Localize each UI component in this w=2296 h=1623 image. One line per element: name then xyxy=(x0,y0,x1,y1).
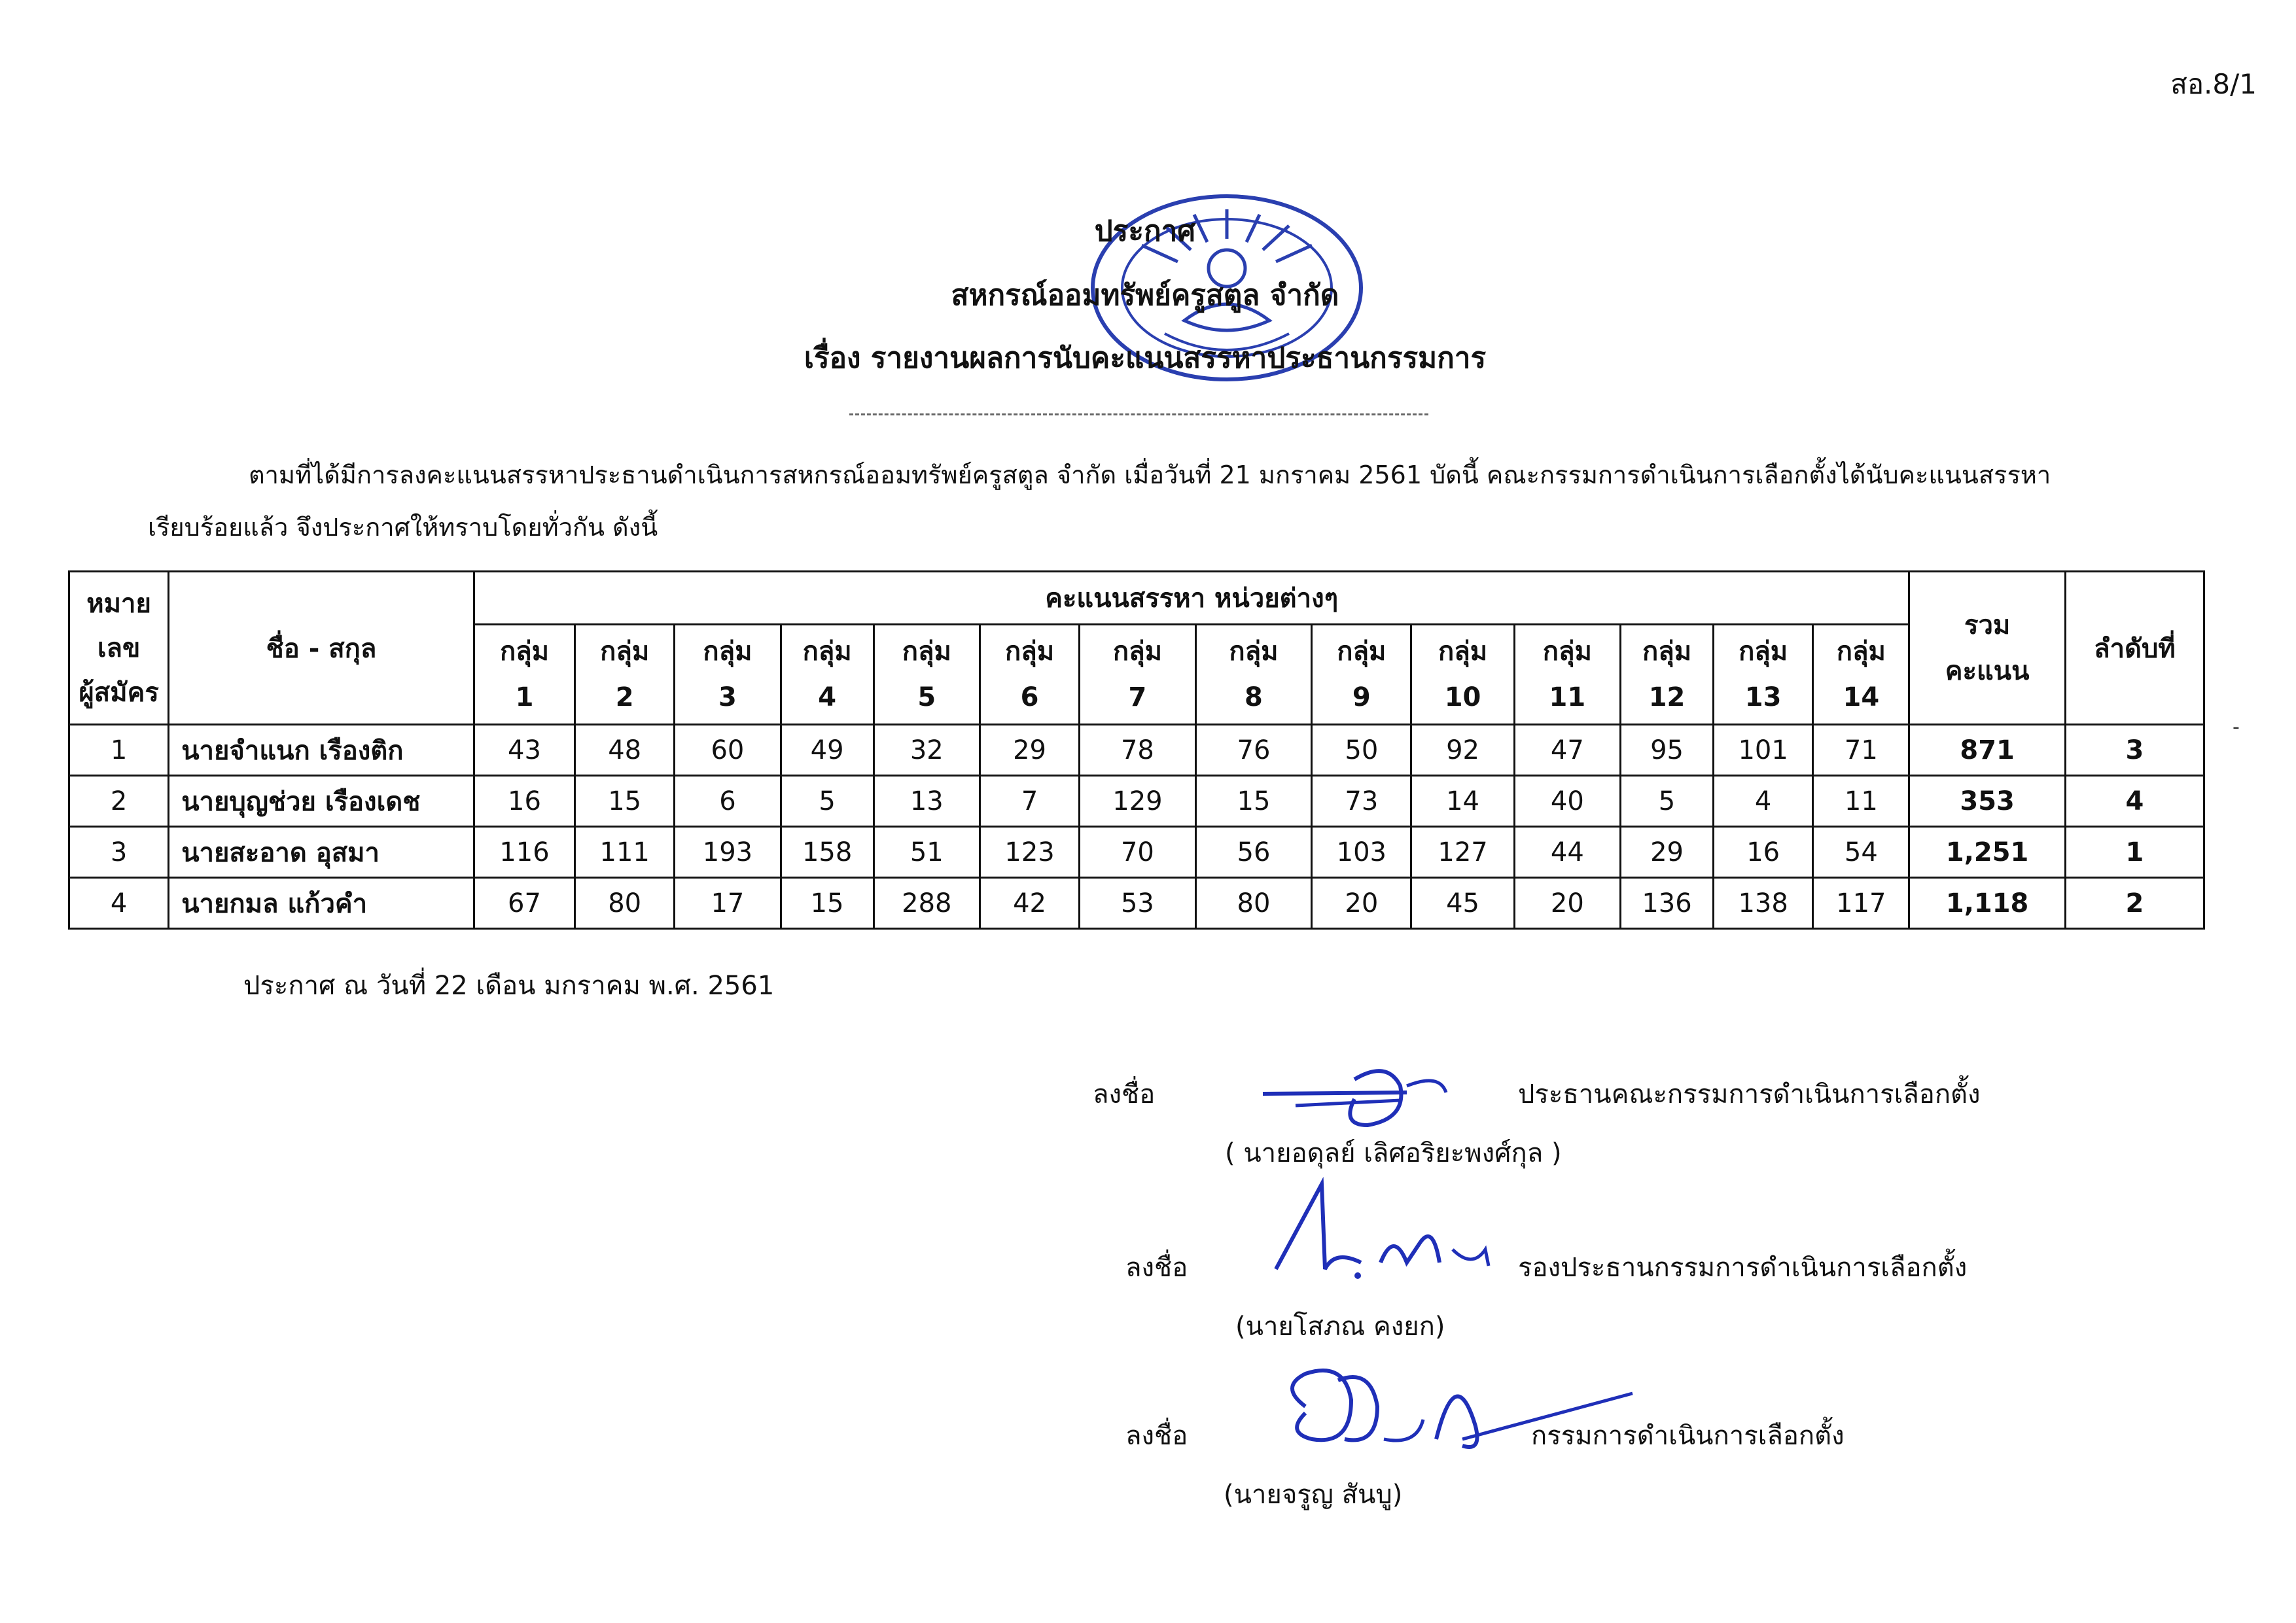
score-cell: 101 xyxy=(1714,725,1813,776)
group-number: 2 xyxy=(615,682,634,712)
score-cell: 15 xyxy=(781,878,874,929)
rank-cell: 2 xyxy=(2065,878,2204,929)
signature-position-2: รองประธานกรรมการดำเนินการเลือกตั้ง xyxy=(1518,1253,1968,1283)
group-number: 14 xyxy=(1843,682,1880,712)
header-group-1 xyxy=(474,625,574,725)
header-group-10 xyxy=(1411,625,1514,725)
score-cell: 42 xyxy=(980,878,1079,929)
score-cell: 15 xyxy=(575,776,675,827)
header-group-13 xyxy=(1714,625,1813,725)
score-cell: 193 xyxy=(675,827,781,878)
score-cell: 51 xyxy=(874,827,980,878)
score-cell: 136 xyxy=(1621,878,1714,929)
score-cell: 158 xyxy=(781,827,874,878)
candidate-number-cell: 3 xyxy=(69,827,169,878)
group-word: กลุ่ม xyxy=(1542,637,1592,667)
candidate-number-cell: 1 xyxy=(69,725,169,776)
signature-name-1: ( นายอดุลย์ เลิศอริยะพงศ์กุล ) xyxy=(1225,1138,1562,1168)
score-cell: 48 xyxy=(575,725,675,776)
group-word: กลุ่ม xyxy=(802,637,852,667)
score-cell: 40 xyxy=(1514,776,1620,827)
header-group-2 xyxy=(575,625,675,725)
score-cell: 123 xyxy=(980,827,1079,878)
total-cell: 871 xyxy=(1909,725,2065,776)
group-number: 9 xyxy=(1352,682,1371,712)
signature-label-3: ลงชื่อ xyxy=(1125,1421,1188,1451)
score-cell: 76 xyxy=(1195,725,1312,776)
score-cell: 17 xyxy=(675,878,781,929)
group-word: กลุ่ม xyxy=(1005,637,1055,667)
score-cell: 138 xyxy=(1714,878,1813,929)
score-cell: 44 xyxy=(1514,827,1620,878)
header-total: รวม คะแนน xyxy=(1909,572,2065,725)
group-word: กลุ่ม xyxy=(1438,637,1488,667)
announcement-heading: ประกาศ xyxy=(1094,215,1196,248)
candidate-number-cell: 4 xyxy=(69,878,169,929)
total-cell: 1,118 xyxy=(1909,878,2065,929)
group-number: 8 xyxy=(1245,682,1263,712)
score-cell: 117 xyxy=(1813,878,1909,929)
group-word: กลุ่ม xyxy=(499,637,550,667)
table-row xyxy=(69,776,2204,827)
score-cell: 49 xyxy=(781,725,874,776)
score-cell: 103 xyxy=(1312,827,1411,878)
signature-label-1: ลงชื่อ xyxy=(1093,1079,1156,1109)
title-divider xyxy=(849,413,1428,415)
header-group-3 xyxy=(675,625,781,725)
group-number: 4 xyxy=(818,682,837,712)
score-cell: 14 xyxy=(1411,776,1514,827)
score-cell: 80 xyxy=(1195,878,1312,929)
score-cell: 32 xyxy=(874,725,980,776)
score-cell: 29 xyxy=(1621,827,1714,878)
score-cell: 129 xyxy=(1080,776,1196,827)
score-cell: 43 xyxy=(474,725,574,776)
score-cell: 78 xyxy=(1080,725,1196,776)
score-cell: 5 xyxy=(1621,776,1714,827)
rank-cell: 4 xyxy=(2065,776,2204,827)
margin-mark: - xyxy=(2233,716,2240,739)
signature-label-2: ลงชื่อ xyxy=(1125,1253,1188,1283)
group-word: กลุ่ม xyxy=(1642,637,1692,667)
table-row xyxy=(69,878,2204,929)
organization-name: สหกรณ์ออมทรัพย์ครูสตูล จำกัด xyxy=(951,279,1339,312)
score-cell: 4 xyxy=(1714,776,1813,827)
table-row xyxy=(69,725,2204,776)
header-group-5 xyxy=(874,625,980,725)
candidate-name-cell: นายสะอาด อุสมา xyxy=(169,827,474,878)
group-number: 10 xyxy=(1444,682,1481,712)
score-cell: 80 xyxy=(575,878,675,929)
score-cell: 13 xyxy=(874,776,980,827)
score-cell: 92 xyxy=(1411,725,1514,776)
score-cell: 116 xyxy=(474,827,574,878)
group-word: กลุ่ม xyxy=(600,637,650,667)
group-number: 1 xyxy=(515,682,534,712)
score-cell: 53 xyxy=(1080,878,1196,929)
score-cell: 288 xyxy=(874,878,980,929)
score-cell: 70 xyxy=(1080,827,1196,878)
candidate-name-cell: นายบุญช่วย เรืองเดช xyxy=(169,776,474,827)
score-cell: 16 xyxy=(1714,827,1813,878)
score-cell: 95 xyxy=(1621,725,1714,776)
score-cell: 5 xyxy=(781,776,874,827)
group-number: 12 xyxy=(1648,682,1686,712)
group-number: 13 xyxy=(1744,682,1782,712)
header-group-14 xyxy=(1813,625,1909,725)
score-cell: 54 xyxy=(1813,827,1909,878)
candidate-number-cell: 2 xyxy=(69,776,169,827)
table-row xyxy=(69,827,2204,878)
group-word: กลุ่ม xyxy=(902,637,951,667)
score-cell: 111 xyxy=(575,827,675,878)
header-name: ชื่อ - สกุล xyxy=(169,572,474,725)
header-group-8 xyxy=(1195,625,1312,725)
header-group-6 xyxy=(980,625,1079,725)
header-group-4 xyxy=(781,625,874,725)
signature-position-1: ประธานคณะกรรมการดำเนินการเลือกตั้ง xyxy=(1518,1079,1981,1109)
signature-name-3: (นายจรูญ สันบู) xyxy=(1224,1480,1403,1510)
score-cell: 67 xyxy=(474,878,574,929)
rank-cell: 3 xyxy=(2065,725,2204,776)
candidate-name-cell: นายกมล แก้วคำ xyxy=(169,878,474,929)
score-cell: 127 xyxy=(1411,827,1514,878)
total-cell: 353 xyxy=(1909,776,2065,827)
score-cell: 16 xyxy=(474,776,574,827)
intro-paragraph-line2: เรียบร้อยแล้ว จึงประกาศให้ทราบโดยทั่วกัน ดังนี้ xyxy=(148,513,658,542)
score-cell: 50 xyxy=(1312,725,1411,776)
signature-position-3: กรรมการดำเนินการเลือกตั้ง xyxy=(1531,1421,1845,1451)
header-scores: คะแนนสรรหา หน่วยต่างๆ xyxy=(474,572,1909,625)
signature-2-icon xyxy=(1263,1171,1511,1289)
score-cell: 11 xyxy=(1813,776,1909,827)
score-cell: 60 xyxy=(675,725,781,776)
signature-1-icon xyxy=(1256,1053,1466,1145)
score-cell: 6 xyxy=(675,776,781,827)
total-cell: 1,251 xyxy=(1909,827,2065,878)
header-rank: ลำดับที่ xyxy=(2065,572,2204,725)
group-number: 3 xyxy=(718,682,737,712)
group-word: กลุ่ม xyxy=(1739,637,1788,667)
header-group-11 xyxy=(1514,625,1620,725)
group-word: กลุ่ม xyxy=(1836,637,1886,667)
rank-cell: 1 xyxy=(2065,827,2204,878)
score-cell: 15 xyxy=(1195,776,1312,827)
candidate-name-cell: นายจำแนก เรืองติก xyxy=(169,725,474,776)
score-cell: 71 xyxy=(1813,725,1909,776)
document-code: สอ.8/1 xyxy=(2170,68,2257,100)
group-number: 6 xyxy=(1020,682,1039,712)
score-cell: 47 xyxy=(1514,725,1620,776)
signature-name-2: (นายโสภณ คงยก) xyxy=(1235,1312,1445,1342)
score-cell: 20 xyxy=(1312,878,1411,929)
group-word: กลุ่ม xyxy=(703,637,752,667)
group-number: 11 xyxy=(1549,682,1586,712)
announcement-date: ประกาศ ณ วันที่ 22 เดือน มกราคม พ.ศ. 2561 xyxy=(243,971,775,1001)
group-word: กลุ่ม xyxy=(1337,637,1386,667)
score-cell: 7 xyxy=(980,776,1079,827)
intro-paragraph-line1: ตามที่ได้มีการลงคะแนนสรรหาประธานดำเนินการสหกรณ์ออมทรัพย์ครูสตูล จำกัด เมื่อวันที่ 21 มกราคม 2561 บัดนี้ คณะกรรมการดำเนินการเลือกตั้งได้นับคะแนนสรรหา xyxy=(249,461,2051,489)
score-cell: 29 xyxy=(980,725,1079,776)
header-group-12 xyxy=(1621,625,1714,725)
group-word: กลุ่ม xyxy=(1112,637,1162,667)
score-cell: 56 xyxy=(1195,827,1312,878)
header-candidate-number: หมาย เลข ผู้สมัคร xyxy=(69,572,169,725)
header-group-9 xyxy=(1312,625,1411,725)
group-number: 7 xyxy=(1128,682,1147,712)
score-cell: 73 xyxy=(1312,776,1411,827)
announcement-subject: เรื่อง รายงานผลการนับคะแนนสรรหาประธานกรรมการ xyxy=(804,341,1487,375)
scores-table xyxy=(68,570,2205,930)
score-cell: 45 xyxy=(1411,878,1514,929)
group-word: กลุ่ม xyxy=(1229,637,1279,667)
header-group-7 xyxy=(1080,625,1196,725)
score-cell: 20 xyxy=(1514,878,1620,929)
group-number: 5 xyxy=(917,682,936,712)
